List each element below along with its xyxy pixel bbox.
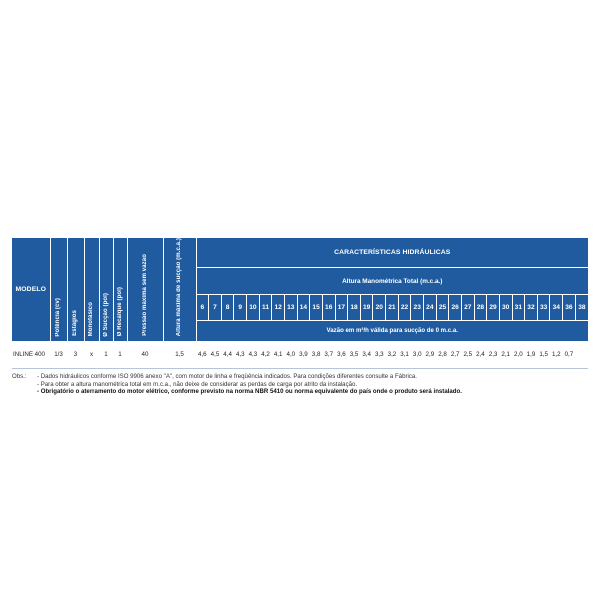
spec-cell: 1/3 bbox=[50, 341, 67, 369]
height-header: 8 bbox=[221, 295, 234, 320]
flow-cell: 3,2 bbox=[386, 341, 399, 369]
height-header: 17 bbox=[335, 295, 348, 320]
flow-cell: 1,5 bbox=[537, 341, 550, 369]
flow-cell: 3,5 bbox=[348, 341, 361, 369]
height-header: 13 bbox=[284, 295, 297, 320]
spec-cell: 40 bbox=[127, 341, 163, 369]
flow-cell: 2,8 bbox=[436, 341, 449, 369]
height-header: 18 bbox=[348, 295, 361, 320]
col-header-max-suction: Altura máxima de sucção (m.c.a.) bbox=[163, 238, 196, 341]
height-header: 10 bbox=[247, 295, 260, 320]
notes bbox=[12, 373, 588, 396]
flow-cell bbox=[575, 341, 588, 369]
height-header: 36 bbox=[563, 295, 576, 320]
height-header: 12 bbox=[272, 295, 285, 320]
flow-cell: 1,2 bbox=[550, 341, 563, 369]
height-header: 20 bbox=[373, 295, 386, 320]
height-header: 23 bbox=[411, 295, 424, 320]
height-header: 29 bbox=[487, 295, 500, 320]
flow-cell: 3,7 bbox=[322, 341, 335, 369]
col-header-stages: Estágios bbox=[67, 238, 84, 341]
spec-cell: x bbox=[84, 341, 99, 369]
flow-cell: 4,5 bbox=[209, 341, 222, 369]
model-header: MODELO bbox=[12, 238, 50, 341]
flow-cell: 0,7 bbox=[563, 341, 576, 369]
group-subtitle: Altura Manométrica Total (m.c.a.) bbox=[196, 268, 588, 295]
flow-cell: 2,5 bbox=[461, 341, 474, 369]
table-body bbox=[12, 341, 588, 369]
note-line bbox=[12, 381, 588, 389]
spec-cell: 3 bbox=[67, 341, 84, 369]
note-line bbox=[12, 373, 588, 381]
height-header: 27 bbox=[461, 295, 474, 320]
col-header-max-pressure: Pressão máxima sem vazão bbox=[127, 238, 163, 341]
flow-cell: 3,4 bbox=[360, 341, 373, 369]
note-text: - Dados hidráulicos conforme ISO 9906 anexo "A", com motor de linha e freqüência indicados. Para condições diferentes consulte a Fábrica. bbox=[37, 373, 417, 381]
col-header-power: Potência (cv) bbox=[50, 238, 67, 341]
height-header: 9 bbox=[234, 295, 247, 320]
height-header: 22 bbox=[398, 295, 411, 320]
spec-cell: 1,5 bbox=[163, 341, 196, 369]
model-cell: INLINE 400 bbox=[12, 341, 50, 369]
flow-cell: 4,4 bbox=[221, 341, 234, 369]
flow-cell: 2,4 bbox=[474, 341, 487, 369]
flow-cell: 4,1 bbox=[272, 341, 285, 369]
height-header: 34 bbox=[550, 295, 563, 320]
note-text: - Para obter a altura manométrica total em m.c.a., não deixe de considerar as perdas de carga por atrito da instalação. bbox=[37, 380, 358, 388]
flow-label: Vazão em m³/h válida para sucção de 0 m.c.a. bbox=[196, 320, 588, 341]
flow-cell: 2,9 bbox=[424, 341, 437, 369]
flow-cell: 3,0 bbox=[411, 341, 424, 369]
flow-cell: 3,9 bbox=[297, 341, 310, 369]
height-header: 14 bbox=[297, 295, 310, 320]
flow-cell: 2,3 bbox=[487, 341, 500, 369]
height-header: 32 bbox=[525, 295, 538, 320]
flow-cell: 3,8 bbox=[310, 341, 323, 369]
height-header: 15 bbox=[310, 295, 323, 320]
flow-cell: 1,9 bbox=[525, 341, 538, 369]
height-header: 21 bbox=[386, 295, 399, 320]
spec-cell: 1 bbox=[113, 341, 127, 369]
flow-cell: 3,1 bbox=[398, 341, 411, 369]
note-line bbox=[12, 388, 588, 396]
height-header: 16 bbox=[322, 295, 335, 320]
spec-cell: 1 bbox=[99, 341, 113, 369]
flow-cell: 2,0 bbox=[512, 341, 525, 369]
height-header: 33 bbox=[537, 295, 550, 320]
spec-sheet bbox=[12, 238, 588, 396]
flow-cell: 4,3 bbox=[234, 341, 247, 369]
height-header: 7 bbox=[209, 295, 222, 320]
height-header: 38 bbox=[575, 295, 588, 320]
flow-cell: 2,7 bbox=[449, 341, 462, 369]
flow-cell: 4,3 bbox=[247, 341, 260, 369]
flow-cell: 3,6 bbox=[335, 341, 348, 369]
height-header: 11 bbox=[259, 295, 272, 320]
flow-cell: 2,1 bbox=[499, 341, 512, 369]
col-header-suction: Ø Sucção (pol) bbox=[99, 238, 113, 341]
flow-cell: 4,6 bbox=[196, 341, 209, 369]
flow-cell: 4,0 bbox=[284, 341, 297, 369]
note-text-bold: - Obrigatório o aterramento do motor elétrico, conforme previsto na norma NBR 5410 ou norma equivalente do país onde o produto será instalado. bbox=[37, 388, 462, 396]
height-header: 26 bbox=[449, 295, 462, 320]
height-header: 24 bbox=[424, 295, 437, 320]
hydraulic-table bbox=[12, 238, 588, 369]
height-header: 30 bbox=[499, 295, 512, 320]
height-header: 19 bbox=[360, 295, 373, 320]
height-header: 6 bbox=[196, 295, 209, 320]
group-title: CARACTERÍSTICAS HIDRÁULICAS bbox=[196, 238, 588, 268]
col-header-single-phase: Monofásico bbox=[84, 238, 99, 341]
flow-cell: 3,3 bbox=[373, 341, 386, 369]
height-header: 31 bbox=[512, 295, 525, 320]
notes-label: Obs.: bbox=[12, 373, 27, 381]
height-header: 25 bbox=[436, 295, 449, 320]
height-header: 28 bbox=[474, 295, 487, 320]
col-header-discharge: Ø Recalque (pol) bbox=[113, 238, 127, 341]
table-row bbox=[12, 341, 588, 369]
flow-cell: 4,2 bbox=[259, 341, 272, 369]
